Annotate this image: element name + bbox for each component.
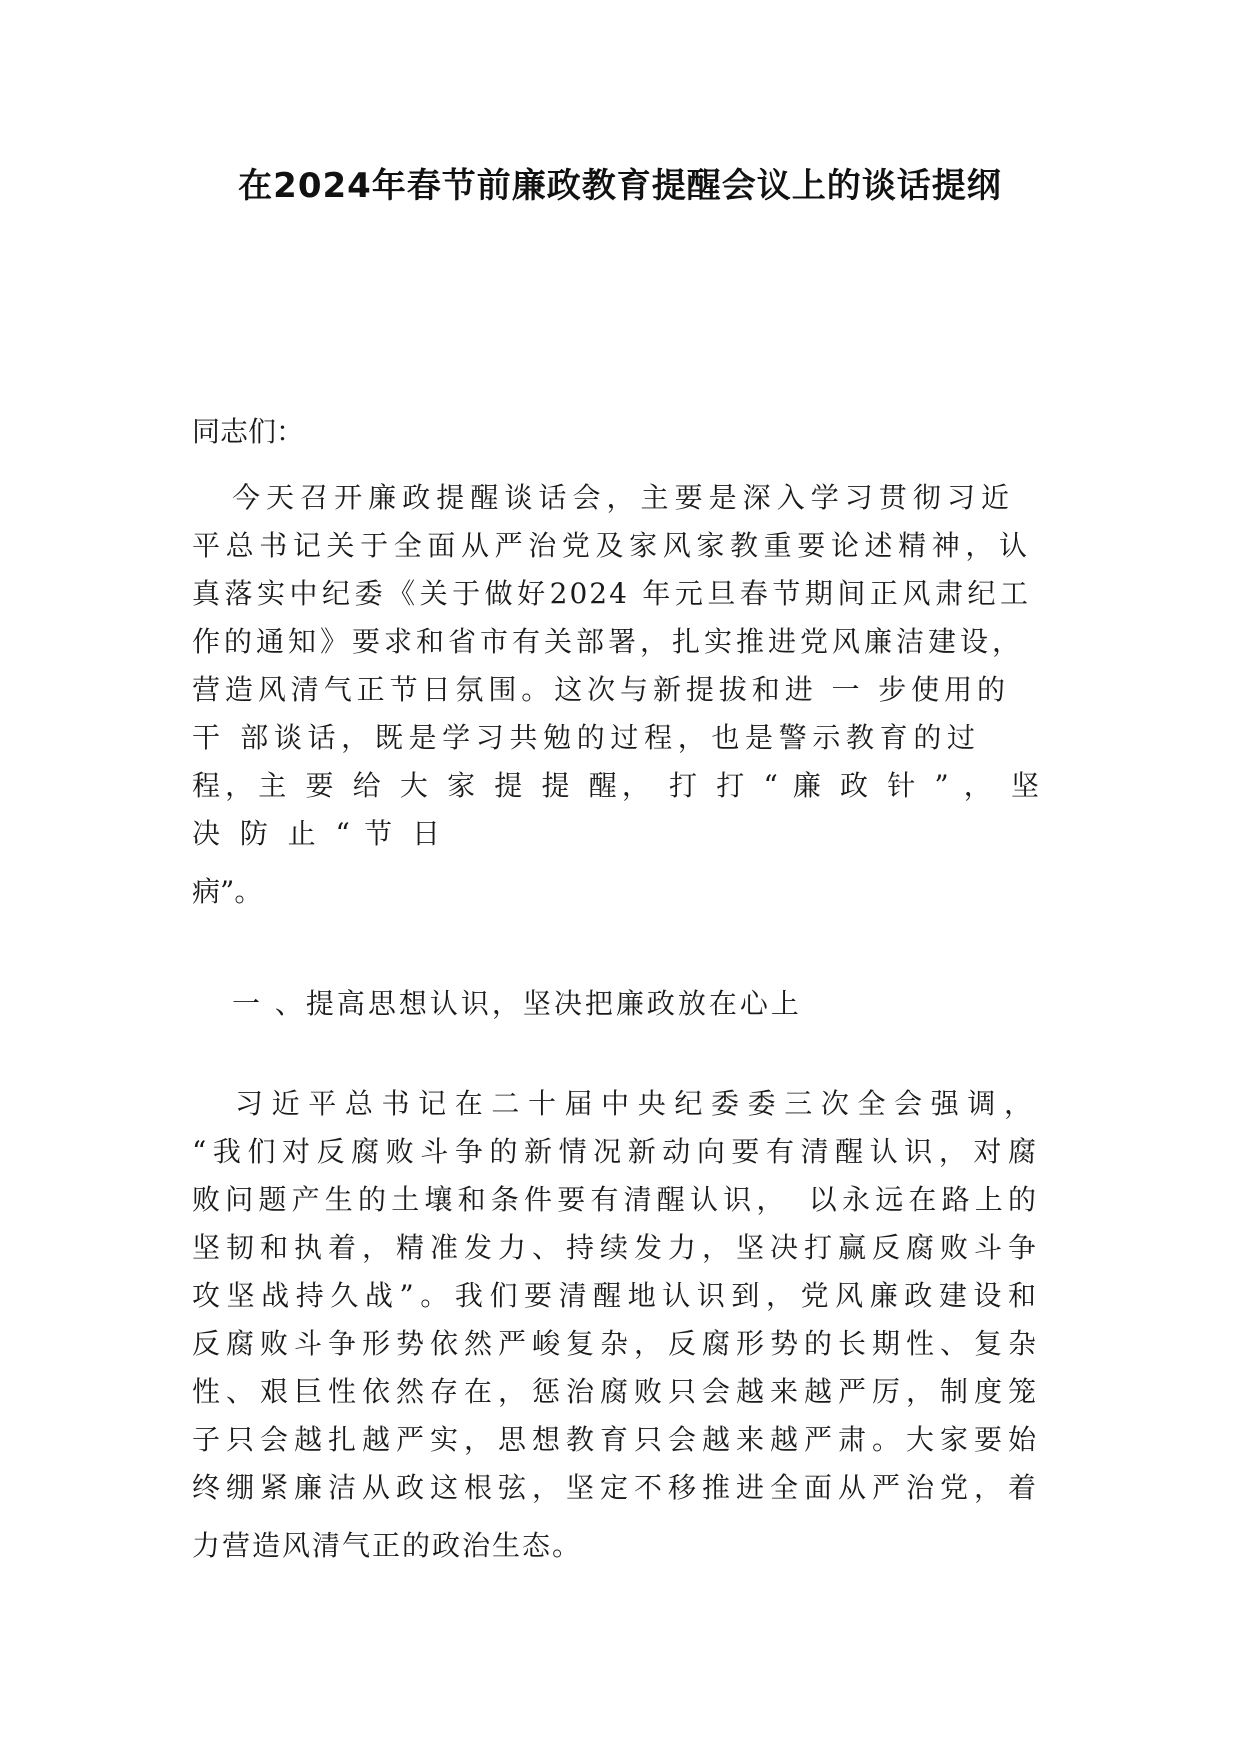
- section-heading: 一 、提高思想认识，坚决把廉政放在心上: [232, 987, 802, 1020]
- salutation: 同志们：: [192, 415, 305, 448]
- section-line: 性、艰巨性依然存在，惩治腐败只会越来越严厉，制度笼: [192, 1375, 1038, 1408]
- intro-line: 今天召开廉政提醒谈话会，主要是深入学习贯彻习近: [232, 481, 1012, 514]
- section-line: “我们对反腐败斗争的新情况新动向要有清醒认识，对腐: [192, 1135, 1038, 1168]
- section-line: 坚韧和执着，精准发力、持续发力，坚决打赢反腐败斗争: [192, 1231, 1038, 1264]
- section-line: 力营造风清气正的政治生态。: [192, 1529, 583, 1562]
- document-title: 在2024年春节前廉政教育提醒会议上的谈话提纲: [238, 166, 1002, 206]
- section-line: 反腐败斗争形势依然严峻复杂，反腐形势的长期性、复杂: [192, 1327, 1038, 1360]
- intro-line: 程，主 要 给 大 家 提 提 醒， 打 打 “ 廉 政 针 ” ， 坚: [192, 769, 1040, 802]
- section-line: 子只会越扎越严实，思想教育只会越来越严肃。大家要始: [192, 1423, 1038, 1456]
- intro-line: 作的通知》要求和省市有关部署，扎实推进党风廉洁建设，: [192, 625, 1022, 658]
- intro-line: 平总书记关于全面从严治党及家风家教重要论述精神，认: [192, 529, 1030, 562]
- section-line: 攻坚战持久战”。我们要清醒地认识到，党风廉政建设和: [192, 1279, 1038, 1312]
- section-line: 终绷紧廉洁从政这根弦，坚定不移推进全面从严治党，着: [192, 1471, 1038, 1504]
- intro-line: 干 部谈话，既是学习共勉的过程，也是警示教育的过: [192, 721, 977, 754]
- intro-line: 病”。: [192, 875, 263, 908]
- intro-line: 真落实中纪委《关于做好2024 年元旦春节期间正风肃纪工: [192, 577, 1030, 610]
- intro-line: 决 防 止 “ 节 日: [192, 817, 440, 850]
- section-line: 败问题产生的土壤和条件要有清醒认识， 以永远在路上的: [192, 1183, 1038, 1216]
- section-line: 习近平总书记在二十届中央纪委委三次全会强调，: [235, 1087, 1035, 1120]
- intro-line: 营造风清气正节日氛围。这次与新提拔和进 一 步使用的: [192, 673, 1007, 706]
